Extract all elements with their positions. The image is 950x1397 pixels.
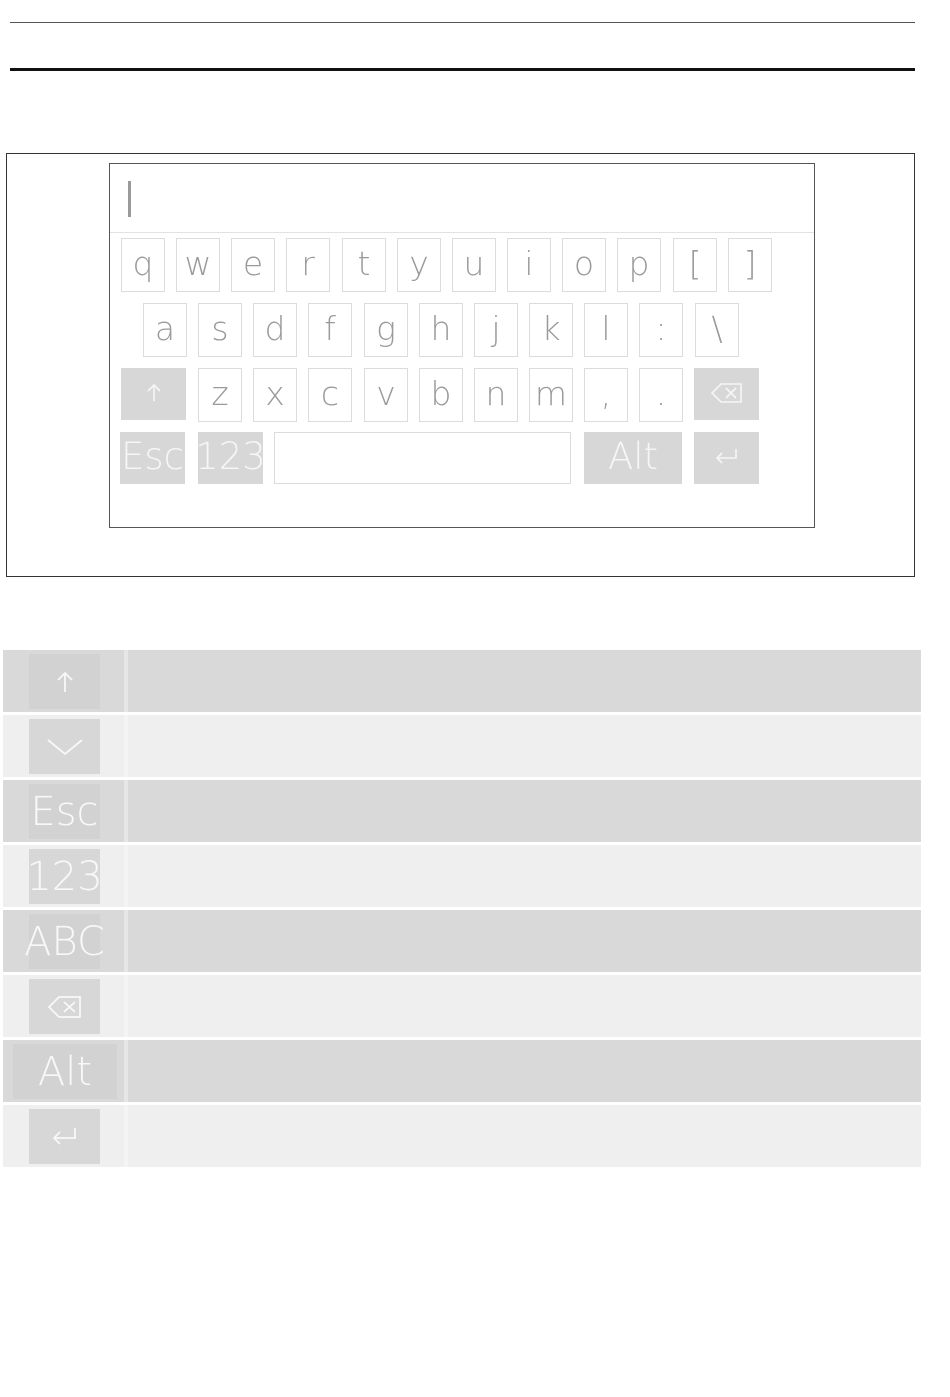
key-s[interactable]: s	[198, 303, 242, 357]
key-bracket-left[interactable]: [	[673, 238, 717, 292]
space-key[interactable]	[274, 432, 571, 484]
shift-key[interactable]	[121, 368, 186, 420]
header-rule-thin	[10, 22, 915, 23]
enter-icon	[714, 447, 740, 467]
key-m[interactable]: m	[529, 368, 573, 422]
legend-row-shift	[3, 650, 921, 712]
legend-hide-key	[29, 719, 100, 774]
numeric-key[interactable]: 123	[198, 432, 263, 484]
key-e[interactable]: e	[231, 238, 275, 292]
key-colon[interactable]: :	[639, 303, 683, 357]
alt-key[interactable]: Alt	[584, 432, 682, 484]
key-b[interactable]: b	[419, 368, 463, 422]
key-period[interactable]: .	[639, 368, 683, 422]
key-w[interactable]: w	[176, 238, 220, 292]
text-input-field[interactable]	[110, 164, 814, 233]
key-g[interactable]: g	[364, 303, 408, 357]
legend-row-esc	[3, 780, 921, 842]
legend-row-hide	[3, 715, 921, 777]
key-q[interactable]: q	[121, 238, 165, 292]
key-y[interactable]: y	[397, 238, 441, 292]
backspace-icon	[48, 995, 82, 1019]
backspace-key[interactable]	[694, 368, 759, 420]
key-f[interactable]: f	[308, 303, 352, 357]
key-h[interactable]: h	[419, 303, 463, 357]
key-j[interactable]: j	[474, 303, 518, 357]
legend-row-alt	[3, 1040, 921, 1102]
key-comma[interactable]: ,	[584, 368, 628, 422]
key-d[interactable]: d	[253, 303, 297, 357]
legend-numeric-key: 123	[29, 849, 100, 904]
legend-row-alpha	[3, 910, 921, 972]
enter-icon	[51, 1126, 79, 1148]
legend-row-enter	[3, 1105, 921, 1167]
arrow-up-icon	[145, 383, 163, 403]
legend-alt-key: Alt	[13, 1044, 117, 1099]
key-v[interactable]: v	[364, 368, 408, 422]
key-p[interactable]: p	[617, 238, 661, 292]
enter-key[interactable]	[694, 432, 759, 484]
legend-row-numeric	[3, 845, 921, 907]
legend-enter-key	[29, 1109, 100, 1164]
arrow-up-icon	[54, 670, 76, 694]
header-rule-thick	[10, 68, 915, 71]
key-backslash[interactable]: \	[695, 303, 739, 357]
backspace-icon	[711, 382, 743, 404]
key-a[interactable]: a	[143, 303, 187, 357]
legend-shift-key	[29, 654, 100, 709]
key-o[interactable]: o	[562, 238, 606, 292]
legend-esc-key: Esc	[29, 784, 100, 839]
key-u[interactable]: u	[452, 238, 496, 292]
key-bracket-right[interactable]: ]	[728, 238, 772, 292]
key-x[interactable]: x	[253, 368, 297, 422]
legend-row-backspace	[3, 975, 921, 1037]
esc-key[interactable]: Esc	[120, 432, 185, 484]
key-k[interactable]: k	[529, 303, 573, 357]
on-screen-keyboard	[109, 163, 815, 528]
legend-alpha-key: ABC	[29, 914, 100, 969]
key-n[interactable]: n	[474, 368, 518, 422]
key-z[interactable]: z	[198, 368, 242, 422]
legend-backspace-key	[29, 979, 100, 1034]
key-c[interactable]: c	[308, 368, 352, 422]
key-i[interactable]: i	[507, 238, 551, 292]
key-t[interactable]: t	[342, 238, 386, 292]
key-l[interactable]: l	[584, 303, 628, 357]
key-r[interactable]: r	[286, 238, 330, 292]
chevron-down-icon	[45, 736, 85, 758]
text-cursor	[128, 181, 131, 217]
